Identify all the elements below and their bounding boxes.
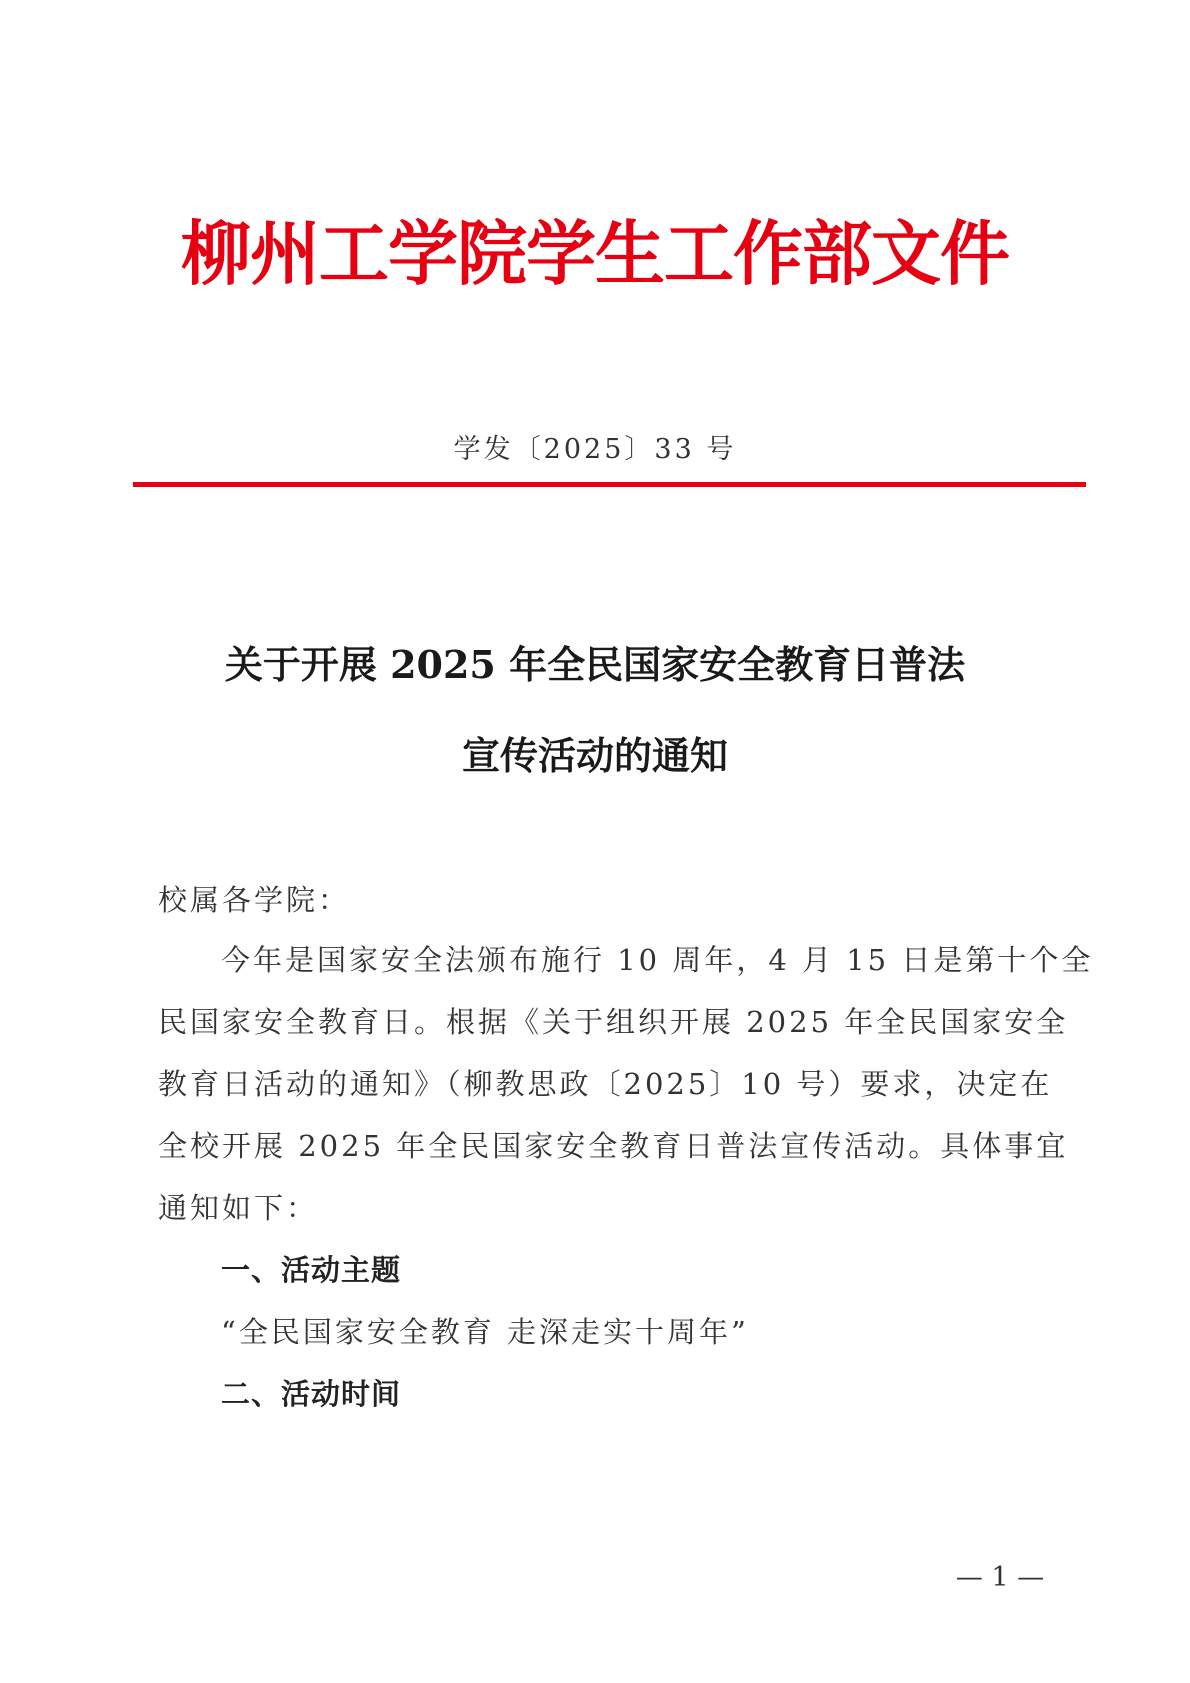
paragraph-line: 今年是国家安全法颁布施行 10 周年，4 月 15 日是第十个全: [221, 943, 1094, 977]
letterhead-divider: [133, 482, 1086, 487]
section-heading-time: 二、活动时间: [221, 1377, 402, 1411]
paragraph-line: 通知如下：: [158, 1191, 319, 1225]
page-number: — 1 —: [955, 1562, 1045, 1593]
paragraph-line: 教育日活动的通知》（柳教思政〔2025〕10 号）要求，决定在: [158, 1067, 1053, 1101]
section-heading-theme: 一、活动主题: [221, 1253, 402, 1287]
paragraph-line: 全校开展 2025 年全民国家安全教育日普法宣传活动。具体事宜: [158, 1129, 1069, 1163]
notice-title-line-2: 宣传活动的通知: [461, 733, 728, 778]
salutation: 校属各学院：: [158, 883, 351, 917]
paragraph-line: 民国家安全教育日。根据《关于组织开展 2025 年全民国家安全: [158, 1005, 1069, 1039]
notice-title-line-1: 关于开展 2025 年全民国家安全教育日普法: [224, 642, 966, 687]
document-number: 学发〔2025〕33 号: [453, 434, 737, 465]
letterhead-title: 柳州工学院学生工作部文件: [181, 212, 1009, 295]
section-content-theme: “全民国家安全教育 走深走实十周年”: [221, 1315, 749, 1349]
